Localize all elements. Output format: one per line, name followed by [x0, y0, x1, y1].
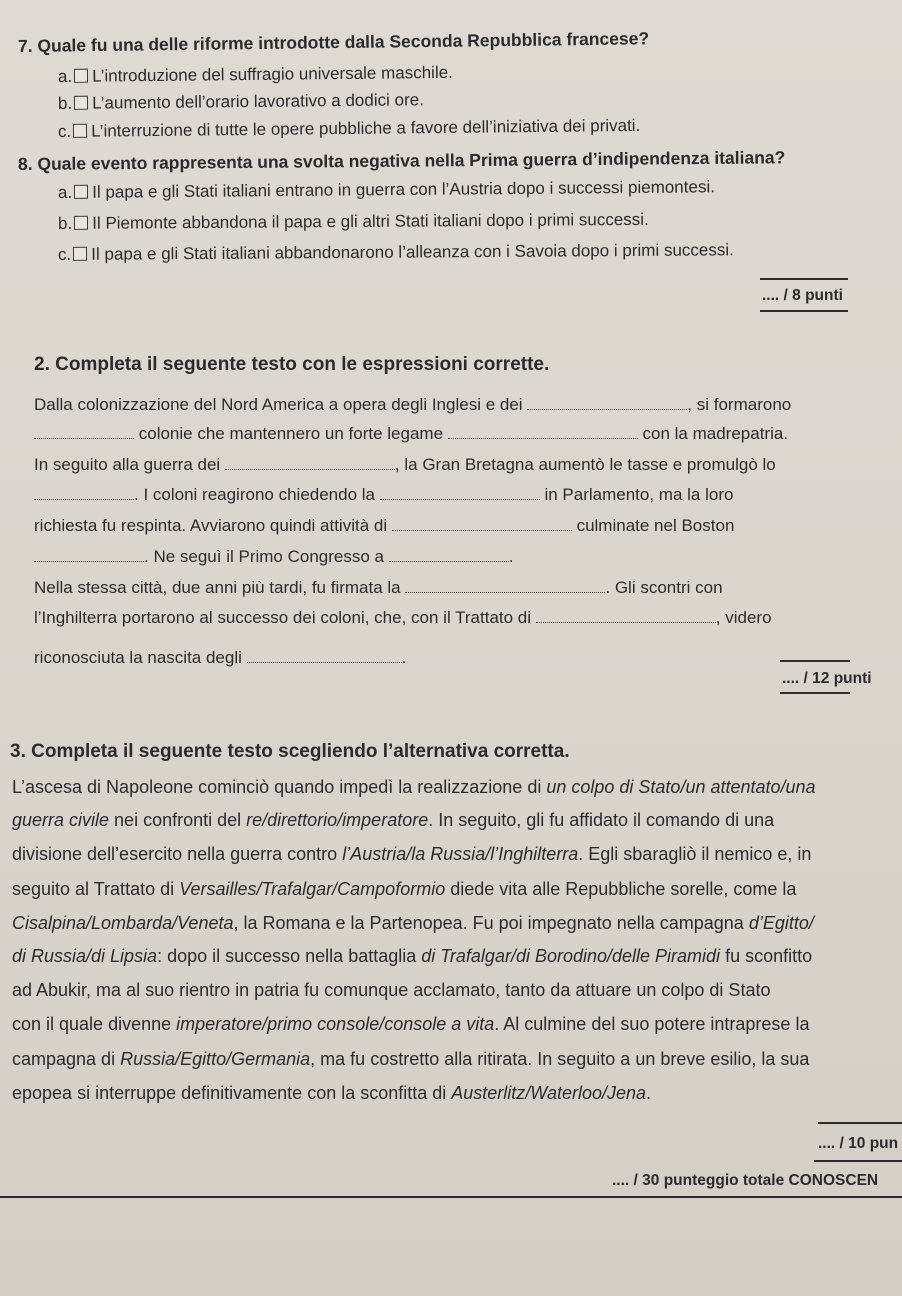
ex2-line-2: colonie che mantennero un forte legame con la madrepatria. — [34, 424, 788, 444]
score-rule-bottom — [780, 692, 850, 694]
checkbox[interactable] — [74, 185, 88, 199]
ex2-line-8: l’Inghilterra portarono al successo dei coloni, che, con il Trattato di , videro — [34, 608, 772, 627]
checkbox[interactable] — [74, 216, 88, 230]
q8-question: 8. Quale evento rappresenta una svolta negativa nella Prima guerra d’indipendenza italiana? — [17, 147, 786, 174]
blank-field[interactable] — [448, 426, 638, 439]
total-score: .... / 30 punteggio totale CONOSCEN — [612, 1172, 879, 1189]
ex3-line-7: ad Abukir, ma al suo rientro in patria fu comunque acclamato, tanto da attuare un colpo di Stato — [12, 980, 771, 1001]
q7-option-c[interactable]: c. L’interruzione di tutte le opere pubbliche a favore dell’iniziativa dei privati. — [57, 115, 641, 141]
ex3-line-10: epopea si interruppe definitivamente con la sconfitta di Austerlitz/Waterloo/Jena. — [12, 1082, 652, 1103]
blank-field[interactable] — [34, 549, 144, 562]
score-rule-bottom — [760, 310, 848, 312]
blank-field[interactable] — [34, 487, 134, 500]
score-section-1: .... / 8 punti — [762, 287, 843, 304]
ex3-line-3: divisione dell’esercito nella guerra contro l’Austria/la Russia/l’Inghilterra. Egli sbaragliò il nemico e, in — [12, 844, 812, 865]
ex3-line-9: campagna di Russia/Egitto/Germania, ma fu costretto alla ritirata. In seguito a un breve esilio, la sua — [12, 1048, 810, 1069]
q7-option-a[interactable]: a. L’introduzione del suffragio universale maschile. — [57, 62, 453, 86]
checkbox[interactable] — [73, 124, 87, 138]
blank-field[interactable] — [380, 487, 540, 500]
ex3-line-2: guerra civile nei confronti del re/direttorio/imperatore. In seguito, gli fu affidato il comando di una — [12, 810, 775, 831]
ex2-line-1: Dalla colonizzazione del Nord America a opera degli Inglesi e dei , si formarono — [34, 395, 792, 414]
score-rule-top — [780, 660, 850, 662]
ex2-line-7: Nella stessa città, due anni più tardi, fu firmata la . Gli scontri con — [34, 578, 723, 597]
q8-option-a[interactable]: a. Il papa e gli Stati italiani entrano in guerra con l’Austria dopo i successi piemontesi. — [57, 177, 715, 202]
score-rule-top — [760, 278, 848, 280]
checkbox[interactable] — [74, 96, 88, 110]
ex3-line-8: con il quale divenne imperatore/primo console/console a vita. Al culmine del suo potere intraprese la — [12, 1014, 810, 1035]
checkbox[interactable] — [73, 247, 87, 261]
q7-option-b[interactable]: b. L’aumento dell’orario lavorativo a dodici ore. — [57, 90, 424, 113]
blank-field[interactable] — [392, 518, 572, 531]
checkbox[interactable] — [74, 69, 88, 83]
ex3-line-5: Cisalpina/Lombarda/Veneta, la Romana e la Partenopea. Fu poi impegnato nella campagna d’Egitto/ — [12, 912, 814, 933]
exercise-2-title: 2. Completa il seguente testo con le espressioni corrette. — [34, 354, 550, 375]
page-bottom-rule — [0, 1196, 902, 1198]
score-section-2: .... / 12 punti — [782, 670, 872, 687]
ex2-line-3: In seguito alla guerra dei , la Gran Bretagna aumentò le tasse e promulgò lo — [34, 455, 776, 474]
exercise-3-title: 3. Completa il seguente testo scegliendo l’alternativa corretta. — [10, 741, 570, 762]
ex3-line-1: L’ascesa di Napoleone cominciò quando impedì la realizzazione di un colpo di Stato/un attentato/una — [12, 777, 816, 797]
ex3-line-4: seguito al Trattato di Versailles/Trafalgar/Campoformio diede vita alle Repubbliche sorelle, come la — [12, 878, 797, 899]
q8-option-b[interactable]: b. Il Piemonte abbandona il papa e gli altri Stati italiani dopo i primi successi. — [57, 209, 649, 233]
ex2-line-9: riconosciuta la nascita degli . — [34, 648, 407, 667]
blank-field[interactable] — [536, 610, 716, 623]
blank-field[interactable] — [247, 650, 402, 663]
blank-field[interactable] — [527, 397, 687, 410]
ex2-line-6: . Ne seguì il Primo Congresso a . — [34, 547, 513, 567]
blank-field[interactable] — [405, 580, 605, 593]
q8-option-c[interactable]: c. Il papa e gli Stati italiani abbandonarono l’alleanza con i Savoia dopo i primi successi. — [57, 240, 734, 264]
ex3-line-6: di Russia/di Lipsia: dopo il successo nella battaglia di Trafalgar/di Borodino/delle Piramidi fu sconfitto — [12, 946, 813, 966]
blank-field[interactable] — [389, 549, 509, 562]
score-section-3: .... / 10 pun — [818, 1135, 899, 1152]
score-rule-bottom — [814, 1160, 902, 1162]
blank-field[interactable] — [225, 457, 395, 470]
blank-field[interactable] — [34, 426, 134, 439]
q7-question: 7. Quale fu una delle riforme introdotte dalla Seconda Repubblica francese? — [17, 28, 650, 56]
score-rule-top — [818, 1122, 902, 1124]
ex2-line-5: richiesta fu respinta. Avviarono quindi attività di culminate nel Boston — [34, 516, 735, 535]
ex2-line-4: . I coloni reagirono chiedendo la in Parlamento, ma la loro — [34, 485, 733, 505]
